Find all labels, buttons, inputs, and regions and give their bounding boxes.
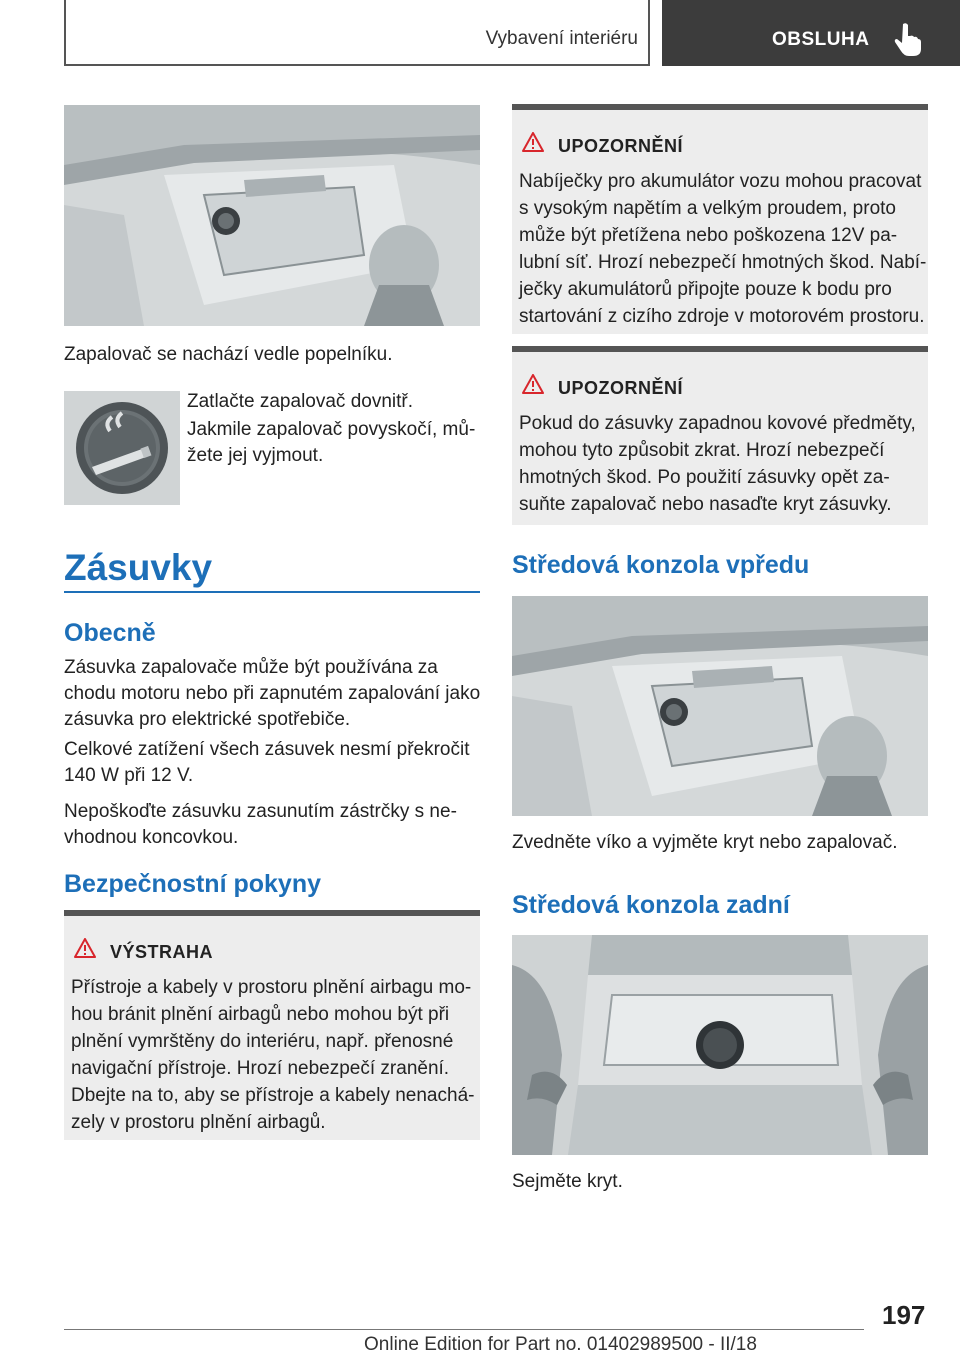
caution-title-chargers: UPOZORNĚNÍ: [558, 136, 684, 156]
general-paragraph-3: Nepoškoďte zásuvku zasunutím zástrčky s ne- vhodnou koncovkou.: [64, 801, 457, 848]
caution-title-metal: UPOZORNĚNÍ: [558, 378, 684, 398]
heading-sockets-rule: [64, 591, 480, 593]
heading-rear-console: Středová konzola zadní: [512, 891, 790, 919]
caution-triangle-icon: [522, 132, 544, 152]
caption-front-console: Zvedněte víko a vyjměte kryt nebo zapalovač.: [512, 832, 898, 853]
header-chapter-tab: [662, 0, 960, 66]
front-console-photo: [512, 596, 928, 816]
heading-safety: Bezpečnostní pokyny: [64, 870, 321, 898]
caption-rear-console: Sejměte kryt.: [512, 1171, 623, 1192]
header-section-box: [64, 0, 650, 66]
header-section-title: Vybavení interiéru: [485, 28, 638, 49]
general-paragraph-1: Zásuvka zapalovače může být používána za chodu motoru nebo při zapnutém zapalování jako zásuvka pro elektrické spotřebiče.: [64, 657, 481, 730]
warning-box: [64, 910, 480, 1140]
caution-triangle-icon: [522, 374, 544, 394]
caution-text-chargers: Nabíječky pro akumulátor vozu mohou pracovat s vysokým napětím a velkým proudem, proto může být přetížena nebo poškozena 12V pa- lubní síť. Hrozí nebezpečí hmotných škod. Nabí- ječky akumulátorů připojte pouze k bodu pro startování z cizího zdroje v motorovém prostoru.: [519, 171, 927, 327]
caution-box-chargers: [512, 104, 928, 334]
warning-title: VÝSTRAHA: [110, 942, 214, 962]
heading-general: Obecně: [64, 619, 156, 647]
rear-console-photo: [512, 935, 928, 1155]
warning-text: Přístroje a kabely v prostoru plnění airbagu mo- hou bránit plnění airbagů nebo mohou být při plnění vymrštěny do interiéru, např. přenosné navigační přístroje. Hrozí nebezpečí zranění. Dbejte na to, aby se přístroje a kabely nenachá- zely v prostoru plnění airbagů.: [71, 977, 475, 1133]
heading-sockets: Zásuvky: [64, 547, 213, 588]
ashtray-photo: [64, 105, 480, 326]
lighter-button-photo: [64, 391, 180, 505]
caution-box-metal-objects: [512, 346, 928, 525]
footer-rule: [64, 1329, 864, 1330]
hand-pointer-icon: [894, 22, 922, 56]
heading-front-console: Středová konzola vpředu: [512, 551, 810, 579]
warning-triangle-icon: [74, 938, 96, 958]
caption-ashtray: Zapalovač se nachází vedle popelníku.: [64, 344, 393, 365]
footer-edition-text: Online Edition for Part no. 01402989500 - II/18: [364, 1334, 757, 1355]
instruction-remove: Jakmile zapalovač povyskočí, mů- žete jej vyjmout.: [187, 419, 476, 466]
instruction-push: Zatlačte zapalovač dovnitř.: [187, 391, 414, 412]
header-tab-label: OBSLUHA: [772, 29, 870, 50]
general-paragraph-2: Celkové zatížení všech zásuvek nesmí překročit 140 W při 12 V.: [64, 739, 470, 786]
caution-text-metal: Pokud do zásuvky zapadnou kovové předměty, mohou tyto způsobit zkrat. Hrozí nebezpečí hmotných škod. Po použití zásuvky opět za- suňte zapalovač nebo nasaďte kryt zásuvky.: [519, 413, 916, 515]
page-number: 197: [882, 1300, 926, 1330]
